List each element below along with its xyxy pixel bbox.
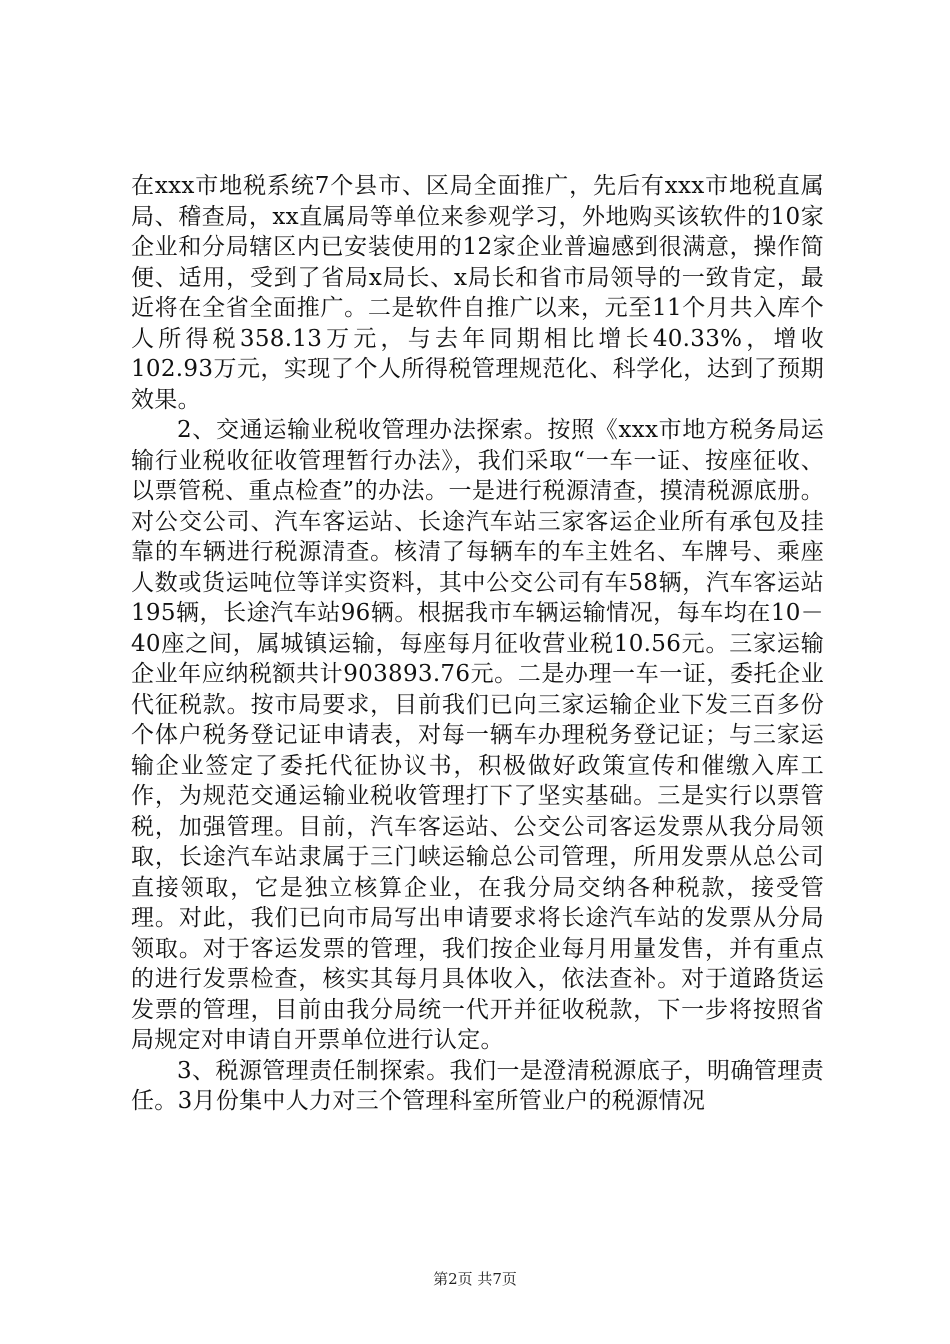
page-footer	[0, 1270, 950, 1288]
paragraph-responsibility: 3、税源管理责任制探索。我们一是澄清税源底子，明确管理责任。3月份集中人力对三个管理科室所管业户的税源情况	[131, 1057, 824, 1114]
paragraph-transport-tax: 2、交通运输业税收管理办法探索。按照《xxx市地方税务局运输行业税收征收管理暂行办法》，我们采取“一车一证、按座征收、以票管税、重点检查”的办法。一是进行税源清查，摸清税源底册。对公交公司、汽车客运站、长途汽车站三家客运企业所有承包及挂靠的车辆进行税源清查。核清了每辆车的车主姓名、车牌号、乘座人数或货运吨位等详实资料，其中公交公司有车58辆，汽车客运站195辆，长途汽车站96辆。根据我市车辆运输情况，每车均在10－40座之间，属城镇运输，每座每月征收营业税10.56元。三家运输企业年应纳税额共计903893.76元。二是办理一车一证，委托企业代征税款。按市局要求，目前我们已向三家运输企业下发三百多份个体户税务登记证申请表，对每一辆车办理税务登记证；与三家运输企业签定了委托代征协议书，积极做好政策宣传和催缴入库工作，为规范交通运输业税收管理打下了坚实基础。三是实行以票管税，加强管理。目前，汽车客运站、公交公司客运发票从我分局领取，长途汽车站隶属于三门峡运输总公司管理，所用发票从总公司直接领取，它是独立核算企业，在我分局交纳各种税款，接受管理。对此，我们已向市局写出申请要求将长途汽车站的发票从分局领取。对于客运发票的管理，我们按企业每月用量发售，并有重点的进行发票检查，核实其每月具体收入，依法查补。对于道路货运发票的管理，目前由我分局统一代开并征收税款，下一步将按照省局规定对申请自开票单位进行认定。	[131, 417, 824, 1053]
paragraph-continuation: 在xxx市地税系统7个县市、区局全面推广，先后有xxx市地税直属局、稽查局，xx直属局等单位来参观学习，外地购买该软件的10家企业和分局辖区内已安装使用的12家企业普遍感到很满意，操作简便、适用，受到了省局x局长、x局长和省市局领导的一致肯定，最近将在全省全面推广。二是软件自推广以来，元至11个月共入库个人所得税358.13万元，与去年同期相比增长40.33%，增收102.93万元，实现了个人所得税管理规范化、科学化，达到了预期效果。	[131, 173, 824, 413]
page-number-label: 第2页 共7页	[433, 1270, 517, 1288]
document-body	[131, 171, 824, 1117]
